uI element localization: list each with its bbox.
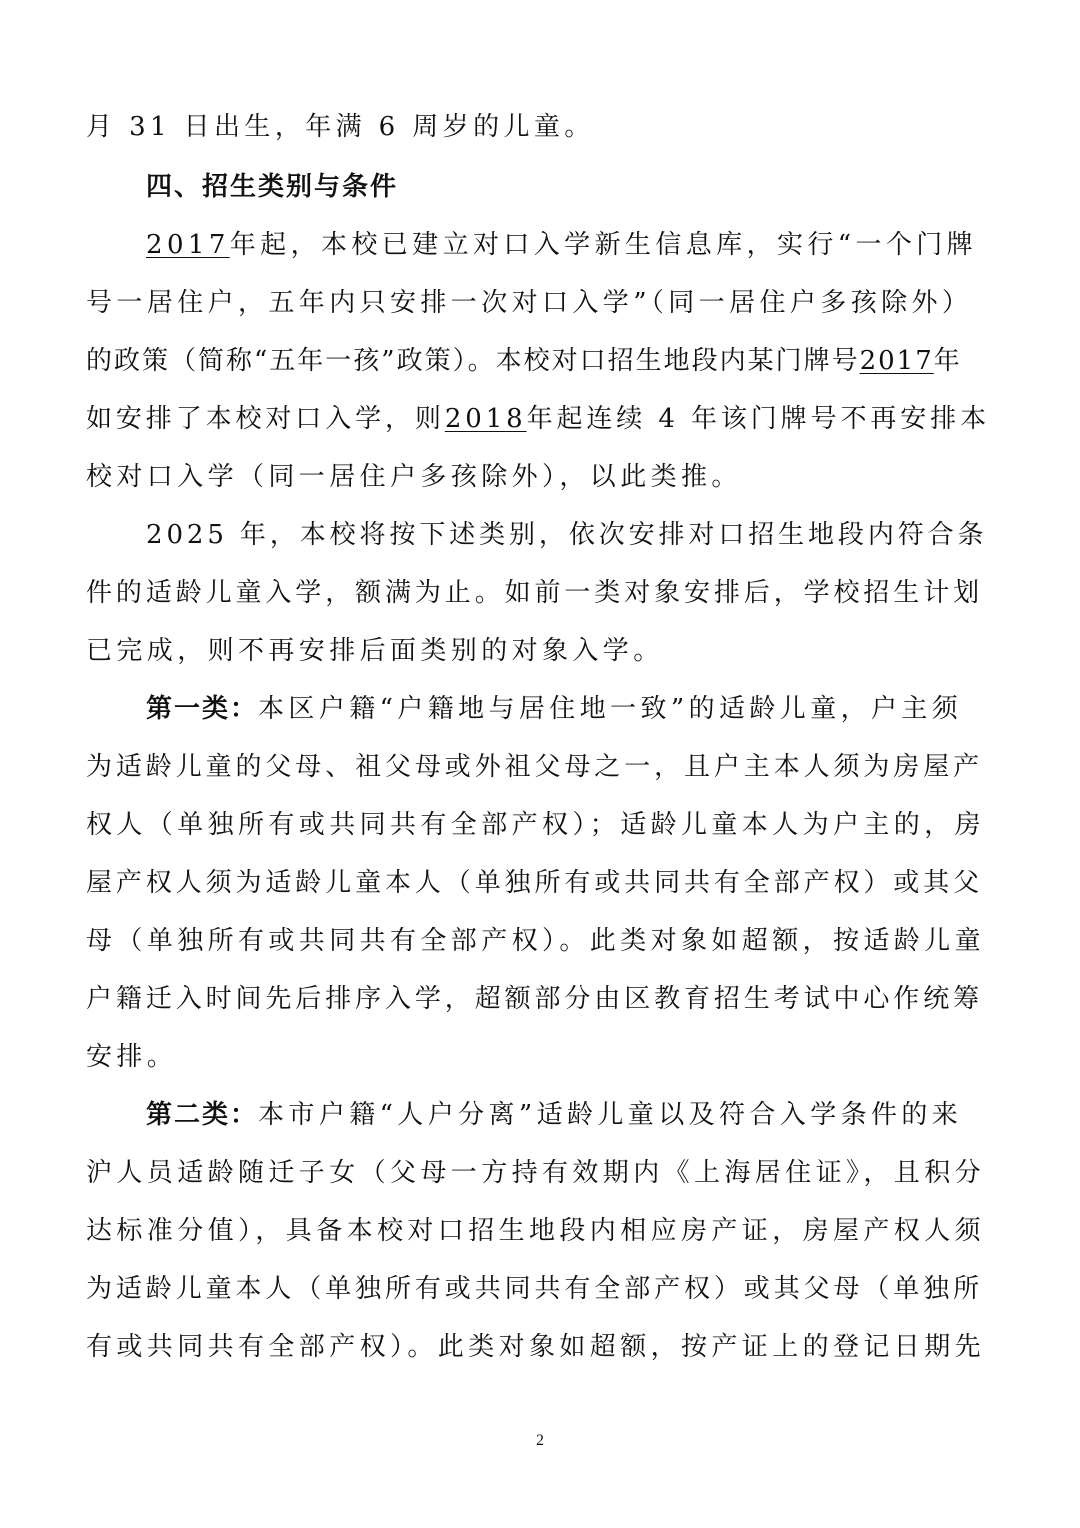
text-line: 件的适龄儿童入学，额满为止。如前一类对象安排后，学校招生计划 — [86, 578, 984, 608]
text-line: 第一类：本区户籍“户籍地与居住地一致”的适龄儿童，户主须 — [146, 694, 963, 724]
text-line: 户籍迁入时间先后排序入学，超额部分由区教育招生考试中心作统筹 — [86, 984, 984, 1014]
text-line: 的政策（简称“五年一孩”政策）。本校对口招生地段内某门牌号2017年 — [86, 346, 962, 376]
page-number: 2 — [536, 1432, 544, 1449]
underlined-year: 2018 — [444, 404, 527, 434]
underlined-year: 2017 — [146, 230, 230, 260]
text-line: 安排。 — [86, 1042, 178, 1072]
text-line: 2017年起，本校已建立对口入学新生信息库，实行“一个门牌 — [146, 230, 978, 260]
text-line: 第二类：本市户籍“人户分离”适龄儿童以及符合入学条件的来 — [146, 1100, 963, 1130]
category-label: 第一类： — [146, 694, 259, 724]
text-line: 已完成，则不再安排后面类别的对象入学。 — [86, 636, 664, 666]
section-heading: 四、招生类别与条件 — [146, 172, 399, 202]
text-line: 校对口入学（同一居住户多孩除外），以此类推。 — [86, 462, 742, 492]
text-line: 沪人员适龄随迁子女（父母一方持有效期内《上海居住证》，且积分 — [86, 1158, 986, 1188]
category-label: 第二类： — [146, 1100, 259, 1130]
text-line: 达标准分值），具备本校对口招生地段内相应房产证，房屋产权人须 — [86, 1216, 986, 1246]
text-line: 母（单独所有或共同共有全部产权）。此类对象如超额，按适龄儿童 — [86, 926, 986, 956]
text-line: 屋产权人须为适龄儿童本人（单独所有或共同共有全部产权）或其父 — [86, 868, 984, 898]
text-line: 为适龄儿童的父母、祖父母或外祖父母之一，且户主本人须为房屋产 — [86, 752, 984, 782]
text-line: 如安排了本校对口入学，则2018年起连续 4 年该门牌号不再安排本 — [86, 404, 990, 434]
text-line: 号一居住户，五年内只安排一次对口入学”（同一居住户多孩除外） — [86, 288, 973, 318]
text-line: 有或共同共有全部产权）。此类对象如超额，按产证上的登记日期先 — [86, 1332, 986, 1362]
underlined-year: 2017 — [859, 346, 934, 376]
text-line: 权人（单独所有或共同共有全部产权）；适龄儿童本人为户主的，房 — [86, 810, 986, 840]
text-line: 2025 年，本校将按下述类别，依次安排对口招生地段内符合条 — [146, 520, 988, 550]
text-line: 月 31 日出生，年满 6 周岁的儿童。 — [86, 112, 595, 142]
text-line: 为适龄儿童本人（单独所有或共同共有全部产权）或其父母（单独所 — [86, 1274, 984, 1304]
